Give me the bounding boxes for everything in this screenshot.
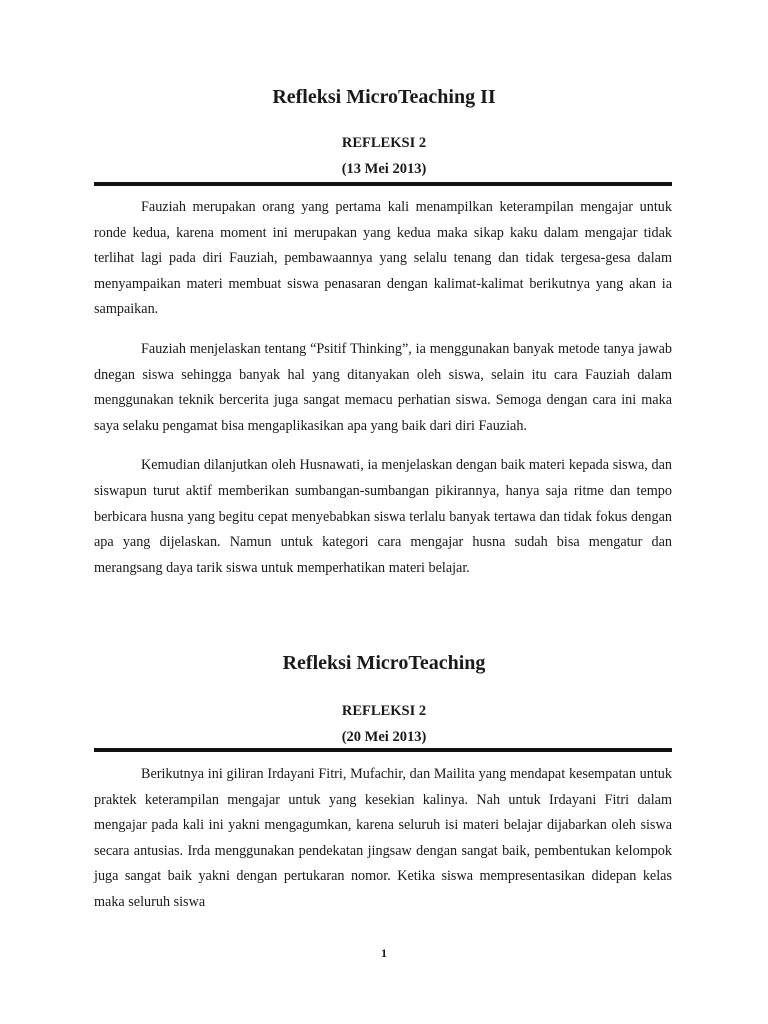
section1-body [94,195,672,595]
section2-label: REFLEKSI 2 [341,703,427,719]
section2-title: Refleksi MicroTeaching [282,652,486,674]
section1-paragraph-3: Kemudian dilanjutkan oleh Husnawati, ia menjelaskan dengan baik materi kepada siswa, dan siswapun turut aktif memberikan sumbangan-sumbangan pikirannya, hanya saja ritme dan tempo berbicara husna yang begitu cepat menyebabkan siswa terlalu banyak tertawa dan tidak fokus dengan apa yang dijelaskan. Namun untuk kategori cara mengajar husna sudah bisa mengatur dan merangsang daya tarik siswa untuk memperhatikan materi belajar. [94,457,672,576]
section1-title: Refleksi MicroTeaching II [272,86,496,108]
section2-paragraph-1: Berikutnya ini giliran Irdayani Fitri, Mufachir, dan Mailita yang mendapat kesempatan untuk praktek keterampilan mengajar untuk yang kesekian kalinya. Nah untuk Irdayani Fitri dalam mengajar pada kali ini yakni mengagumkan, karena seluruh isi materi belajar dijabarkan oleh siswa secara antusias. Irda menggunakan pendekatan jingsaw dengan sangat baik, pembentukan kelompok juga sangat baik yakni dengan pertukaran nomor. Ketika siswa mempresentasikan didepan kelas maka seluruh siswa [94,766,672,910]
section1-divider [94,182,672,186]
section1-label: REFLEKSI 2 [341,135,427,151]
section1-paragraph-1: Fauziah merupakan orang yang pertama kali menampilkan keterampilan mengajar untuk ronde kedua, karena moment ini merupakan yang kedua maka sikap kaku dalam mengajar tidak terlihat lagi pada diri Fauziah, pembawaannya yang selalu tenang dan tidak tergesa-gesa dalam menyampaikan materi membuat siswa penasaran dengan kalimat-kalimat berikutnya yang akan ia sampaikan. [94,199,672,318]
section2-body [94,762,672,930]
section2-date: (20 Mei 2013) [341,729,427,745]
section1-date: (13 Mei 2013) [341,161,427,177]
section2-divider [94,748,672,752]
section1-paragraph-2: Fauziah menjelaskan tentang “Psitif Thinking”, ia menggunakan banyak metode tanya jawab dnegan siswa sehingga banyak hal yang ditanyakan oleh siswa, selain itu cara Fauziah dalam menggunakan teknik bercerita juga sangat memacu perhatian siswa. Semoga dengan cara ini maka saya selaku pengamat bisa mengaplikasikan apa yang baik dari diri Fauziah. [94,340,672,434]
page-number: 1 [381,946,387,960]
